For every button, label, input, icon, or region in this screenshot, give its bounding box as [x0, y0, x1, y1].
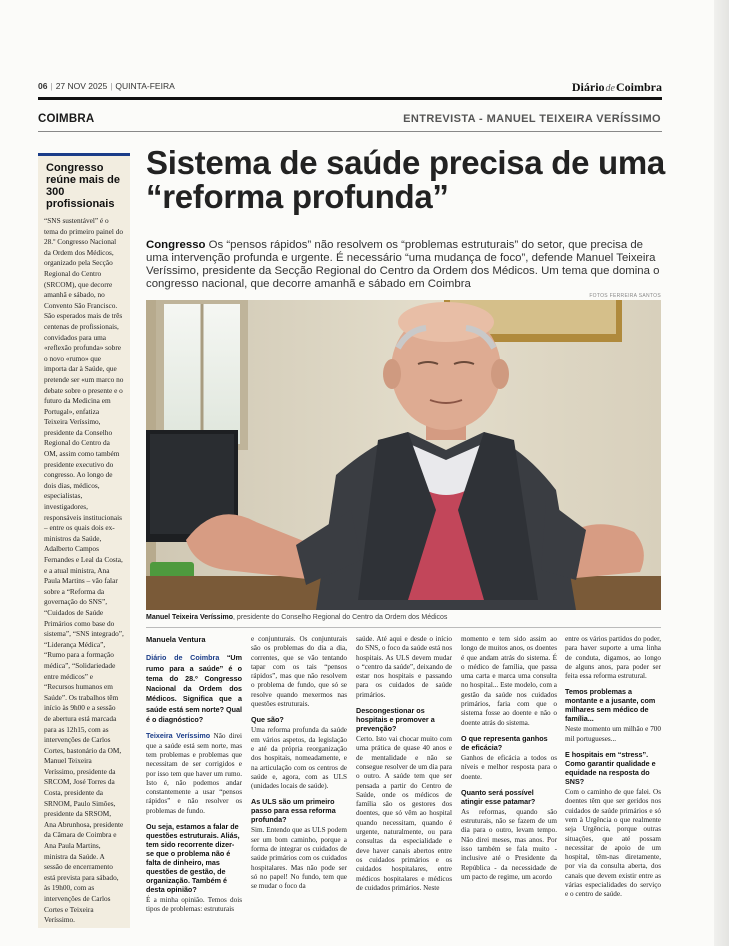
sidebar-title: Congresso reúne mais de 300 profissionais [46, 162, 120, 210]
header-rule [38, 97, 662, 100]
question: Descongestionar os hospitais e promover a prevenção? [356, 706, 435, 734]
sidebar-paragraph: “SNS sustentável” é o tema do primeiro painel do 28.º Congresso Nacional da Ordem dos Médicos, organizado pela Secção Regional do Centro (SRCOM), que decorre amanhã e sábado, no Convento São Francisco. São esperados mais de três centenas de profissionais, convidados para uma «reflexão profunda» sobre o novo «rumo» que importa dar à Saúde, que pretende ser «um marco no debate sobre o presente e o futuro da Medicina em Portugal», enfatiza Teixeira Veríssimo, presidente da Conselho Regional do Centro da OM, assim como também presidente executivo do congresso. Ao longo de dois dias, médicos, especialistas, investigadores, responsáveis institucionais – entre os quais dois ex-ministros da Saúde, Adalberto Campos Fernandes e Leal da Costa, e a atual ministra, Ana Paula Martins – vão falar sobre a “Reforma da governação do SNS”, “Cuidados de Saúde Primários como base do sistema”, “SNS integrado”, “Liderança Médica”, “Rumo para a formação médica”, “Solidariedade entre médicos” e “Recursos humanos em Saúde”. [44, 216, 124, 702]
section-rule [38, 131, 662, 132]
question: E hospitais em “stress”. Como garantir qualidade e equidade na resposta do SNS? [565, 750, 656, 787]
question: Que são? [251, 715, 284, 725]
byline: Manuela Ventura [146, 635, 206, 644]
sidebar-paragraph: Os trabalhos têm início às 9h00 e a sessão de abertura está marcada para as 12h15, com as intervenções de Carlos Cortes, bastonário da OM, Manuel Teixeira Veríssimo, presidente da SRCOM, José Torres da Costa, presidente da SRNOM, Paulo Simões, presidente da SRSOM, Ana Abrunhosa, presidente da Câmara de Coimbra e Ana Paula Martins, ministra da Saúde. A sessão de encerramento está prevista para sábado, às 19h00, com as intervenções de Carlos Cortes e Teixeira Veríssimo. [44, 692, 124, 925]
caption-name: Manuel Teixeira Veríssimo [146, 614, 234, 621]
page-edge [714, 0, 729, 946]
sidebar-box [38, 153, 130, 928]
text-column-4 [461, 635, 557, 930]
article-body [146, 635, 661, 930]
page-header: 06 | 27 NOV 2025 | QUINTA-FEIRA DiáriodeCoimbra [38, 80, 662, 94]
portrait-illustration [146, 300, 661, 610]
lead-text: Os “pensos rápidos” não resolvem os “problemas estruturais” do setor, que precisa de uma intervenção profunda e urgente. É necessário “uma mudança de foco”, defende Manuel Teixeira Veríssimo, presidente da Secção Regional do Centro da Ordem dos Médicos. Um tema que domina o congresso nacional, que decorre amanhã e sábado em Coimbra [146, 239, 660, 290]
answer: Não direi que a saúde está sem norte, mas tem problemas e problemas que necessitam de ser corrigidos e por isso tem que haver um rumo. Isto é, não podemos andar constantemente a usar “pensos rápidos” e não resolver os problemas de fundo. [146, 732, 242, 815]
portrait-photo [146, 300, 661, 610]
section-label: COIMBRA [38, 113, 95, 125]
answer: É a minha opinião. Temos dois tipos de problemas: estruturais [146, 896, 242, 914]
publication-name: Diário de Coimbra [146, 653, 220, 663]
photo-credit: FOTOS FERREIRA SANTOS [589, 293, 661, 299]
text-column-3 [356, 635, 452, 930]
photo-caption [146, 614, 666, 621]
answer: Neste momento um milhão e 700 mil portugueses... [565, 725, 661, 743]
sidebar-body [44, 216, 124, 926]
article-lead [146, 239, 666, 291]
answer: Ganhos de eficácia a todos os níveis e melhor resposta para o doente. [461, 753, 557, 781]
answer: As reformas, quando são estruturais, não se fazem de um dia para o outro, levam tempo. Não direi meses, mas anos. Por isso também se fala muito - inclusive até o Presidente da República - da necessidade de um pacto de regime, um acordo [461, 807, 557, 881]
article-kicker: ENTREVISTA - MANUEL TEIXEIRA VERÍSSIMO [403, 113, 661, 125]
text-column-5 [565, 635, 661, 930]
caption-text: , presidente do Conselho Regional do Centro da Ordem dos Médicos [233, 614, 448, 621]
newspaper-logo: DiáriodeCoimbra [571, 80, 662, 94]
text-column-1 [146, 635, 242, 930]
interviewee-name: Teixeira Veríssimo [146, 731, 211, 741]
lead-tag: Congresso [146, 239, 206, 251]
question: Ou seja, estamos a falar de questões estruturais. Aliás, tem sido recorrente dizer-se que o problema não é falta de dinheiro, mas questões de gestão, de organização. Também é desta opinião? [146, 822, 240, 895]
answer: momento e tem sido assim ao longo de muitos anos, os doentes é que andam atrás do sistema. É o médico de família, que passa uma carta e marca uma consulta no hospital... Este modelo, com a gestão da saúde nos cuidados primários, faria com que o sistema fosse ao doente e não o doente atrás do sistema. [461, 635, 557, 727]
page-number: 06 [38, 81, 48, 91]
issue-date: 27 NOV 2025 [55, 81, 108, 91]
answer: Uma reforma profunda da saúde em vários aspetos, da legislação e até da própria reorganização dos hospitais, nomeadamente, e na articulação com os centros de saúde e, agora, com as ULS (unidades locais de saúde). [251, 726, 347, 791]
answer: saúde. Até aqui e desde o início do SNS, o foco da saúde está nos hospitais. As ULS devem mudar o “centro da saúde”, deixando de estar nos hospitais e passando para os cuidados de saúde primários. [356, 635, 452, 699]
answer: Sim. Entendo que as ULS podem ser um bom caminho, porque a forma de integrar os cuidados de saúde primários com os cuidados hospitalares. Mas não pode ser só no papel! No fundo, tem que se mudar o foco da [251, 826, 347, 891]
answer: e conjunturais. Os conjunturais são os problemas do dia a dia, correntes, que se vão tentando tapar com os tais “pensos rápidos”, mas que não resolvem o problema de fundo, que só se resolve quando mexermos nas questões estruturais. [251, 635, 347, 709]
question: O que representa ganhos de eficácia? [461, 733, 548, 752]
question: Quanto será possível atingir esse patamar? [461, 787, 536, 806]
caption-rule [146, 627, 661, 628]
question: As ULS são um primeiro passo para essa reforma profunda? [251, 797, 336, 825]
article-headline: Sistema de saúde precisa de uma “reforma profunda” [146, 144, 665, 215]
answer: entre os vários partidos do poder, para haver suporte a uma linha de conduta, digamos, ao longo de alguns anos, para poder ser feita essa reforma estrutural. [565, 635, 661, 681]
question: “Um rumo para a saúde” é o tema do 28.º Congresso Nacional da Ordem dos Médicos. Significa que a saúde está sem norte? Qual é o diagnóstico? [146, 653, 242, 725]
weekday: QUINTA-FEIRA [115, 81, 175, 91]
answer: Certo. Isto vai chocar muito com uma prática de quase 40 anos e de mentalidade e não se consegue resolver de um dia para o outro. A saúde tem que ser pensada a partir do Centro de Saúde, onde os médicos de família são os gestores dos doentes, que só vêm ao hospital quando necessitam, quando é urgente, naturalmente, ou para consultas da especialidade e deve haver canais abertos entre os cuidados primários e os cuidados hospitalares, entre médicos hospitalares e médicos de cuidados primários. Neste [356, 735, 452, 892]
text-column-2 [251, 635, 347, 930]
answer: Com o caminho de que falei. Os doentes têm que ser geridos nos cuidados de saúde primários e só vem à Urgência o que realmente seja Urgência, porque outras situações, que até possam necessitar de apoio de um hospital, têm-nas diretamente, por via da consulta aberta, dos canais que devem existir entre as várias especialidades do serviço e o centro de saúde. [565, 788, 661, 899]
question: Temos problemas a montante e a jusante, com milhares sem médico de família... [565, 687, 656, 724]
